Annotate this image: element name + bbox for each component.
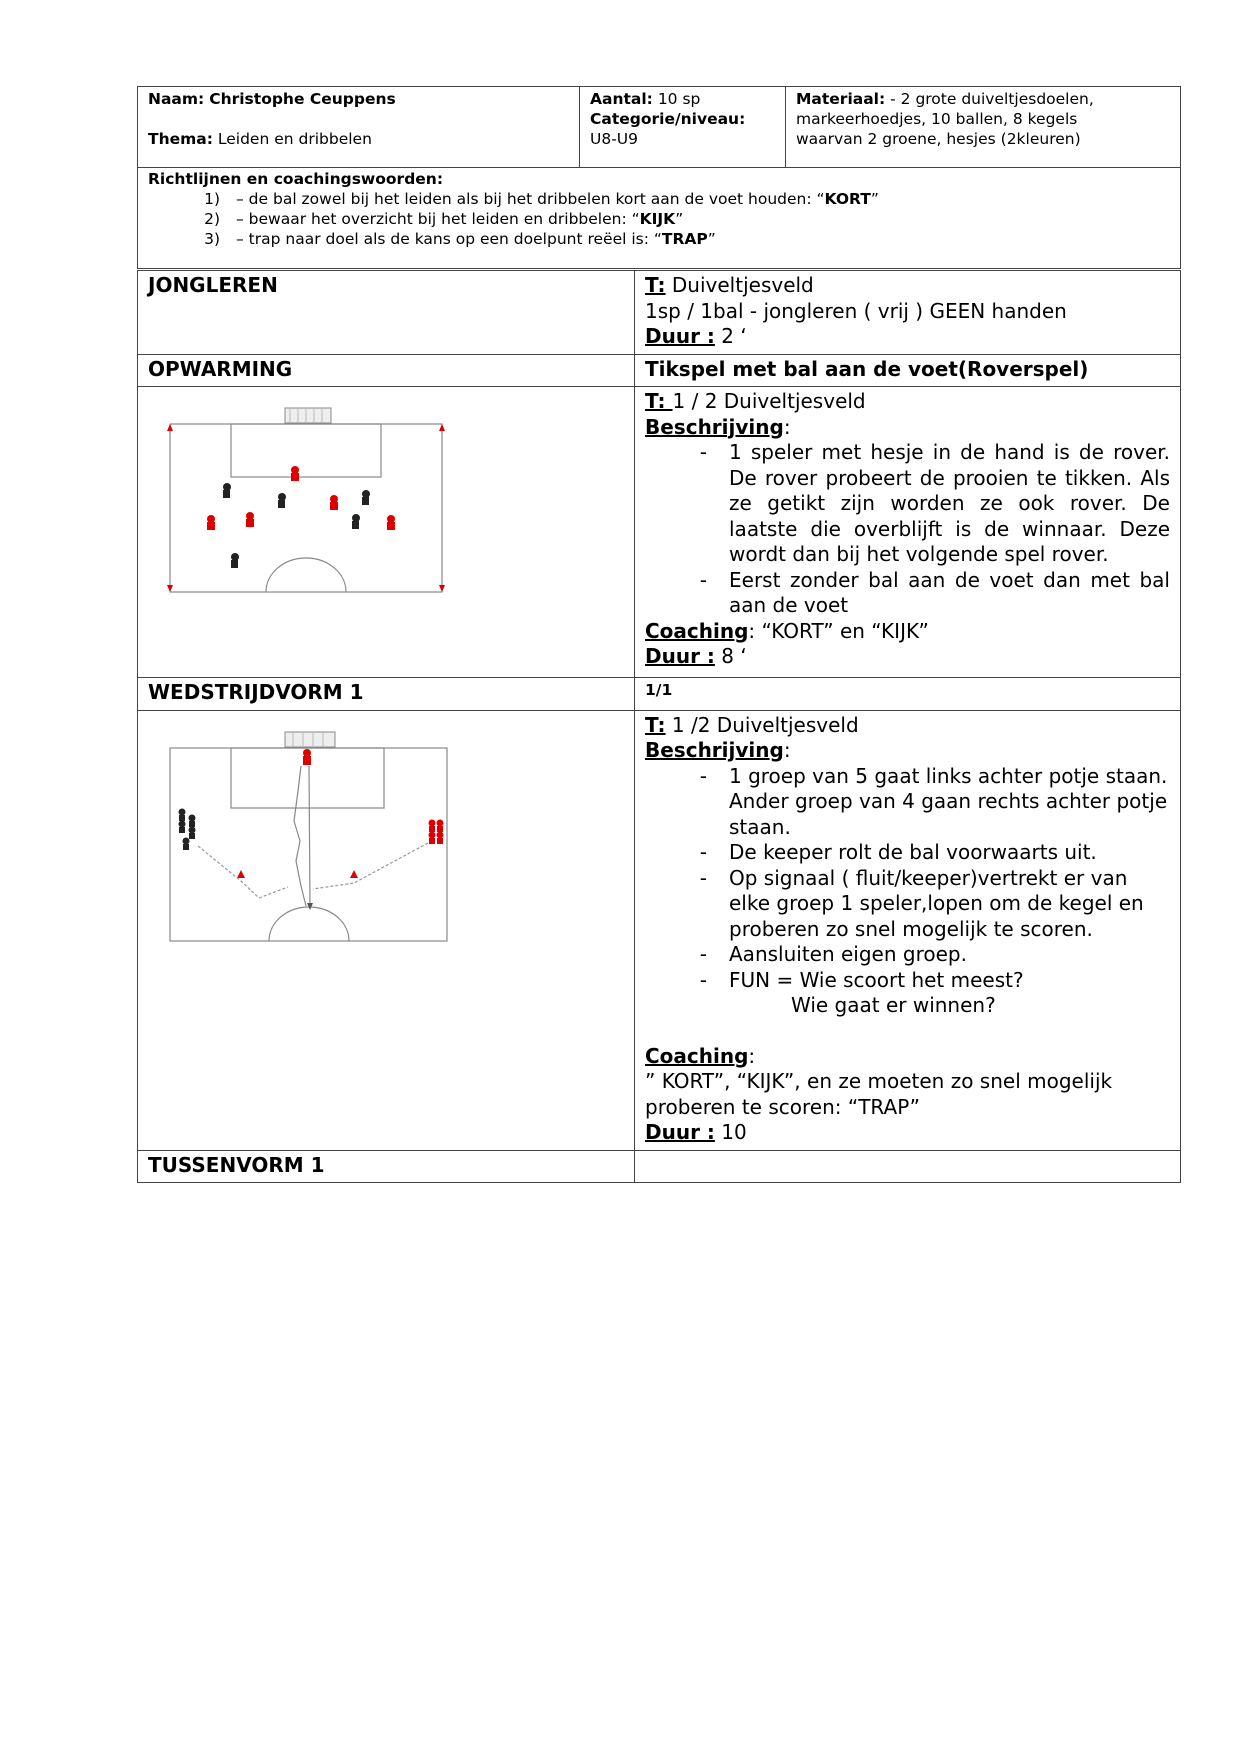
opwarming-subtitle-cell	[635, 354, 1181, 387]
wedstrijdvorm-bullet-text: 1 groep van 5 gaat links achter potje staan. Ander groep van 4 gaan rechts achter potje staan.	[729, 763, 1168, 839]
opwarming-bullet-text: Eerst zonder bal aan de voet dan met bal aan de voet	[729, 567, 1170, 617]
richtlijn-keyword: KIJK	[639, 210, 676, 228]
wedstrijdvorm-duur-value: 10	[714, 1120, 747, 1144]
jongleren-content-cell	[635, 271, 1181, 355]
thema-value: Leiden en dribbelen	[217, 130, 372, 148]
wedstrijdvorm-duur-label: Duur :	[645, 1120, 715, 1144]
materiaal-cell	[786, 87, 1181, 168]
wedstrijdvorm-bullet	[645, 764, 1170, 841]
opwarming-bullet	[645, 440, 1170, 568]
richtlijnen-cell	[138, 168, 1181, 269]
jongleren-t-value: Duiveltjesveld	[665, 273, 814, 297]
tussenvorm-title-cell	[138, 1150, 635, 1183]
wedstrijdvorm-bullet	[645, 866, 1170, 943]
wedstrijdvorm-bullet	[645, 968, 1170, 994]
jongleren-duur-value: 2 ‘	[714, 324, 747, 348]
tussenvorm-content-cell	[635, 1150, 1181, 1183]
wedstrijdvorm-diagram-cell	[138, 710, 635, 1150]
wedstrijdvorm-t-value: 1 /2 Duiveltjesveld	[665, 712, 859, 737]
opwarming-bullet	[645, 568, 1170, 619]
opwarming-content-cell: T: 1 / 2 Duiveltjesveld Beschrijving: - 1 speler met hesje in de hand is de rover. De rover probeert de prooien te tikken. Als ze getikt zijn worden ze ook rover. De laatste die overblijft is de winnaar. Deze wordt dan bij het volgende spel rover. - Eerst zonder bal aan de voet dan met bal aan de voet Coaching: “KORT” en “KIJK” Duur : 8 ‘	[635, 387, 1181, 678]
jongleren-title: JONGLEREN	[148, 273, 278, 297]
wedstrijdvorm-content-cell: T: 1 /2 Duiveltjesveld Beschrijving: - 1 groep van 5 gaat links achter potje staan. Ander groep van 4 gaan rechts achter potje staan. - De keeper rolt de bal voorwaarts uit. - Op signaal ( fluit/keeper)vertrekt er van elke groep 1 speler,lopen om de kegel en proberen zo snel mogelijk te scoren. - Aansluiten eigen groep. - FUN = Wie scoort het meest? Wie gaat er winnen? Coaching: ” KORT”, “KIJK”, en ze moeten zo snel mogelijk proberen te scoren: “TRAP” Duur : 10	[635, 710, 1181, 1150]
jongleren-description: 1sp / 1bal - jongleren ( vrij ) GEEN handen	[645, 298, 1067, 323]
richtlijnen-title: Richtlijnen en coachingswoorden:	[148, 170, 444, 188]
naam-thema-cell	[138, 87, 580, 168]
materiaal-line-3: waarvan 2 groene, hesjes (2kleuren)	[796, 130, 1081, 148]
naam-label: Naam:	[148, 90, 205, 108]
opwarming-subtitle: Tikspel met bal aan de voet(Roverspel)	[645, 356, 1089, 381]
naam-value: Christophe Ceuppens	[209, 90, 396, 108]
materiaal-label: Materiaal:	[796, 90, 886, 108]
aantal-label: Aantal:	[590, 90, 653, 108]
opwarming-t-value: 1 / 2 Duiveltjesveld	[672, 389, 866, 413]
materiaal-line-2: markeerhoedjes, 10 ballen, 8 kegels	[796, 110, 1078, 128]
wedstrijdvorm-t-label: T:	[645, 712, 666, 737]
jongleren-duur-label: Duur :	[645, 324, 715, 348]
richtlijn-text: – trap naar doel als de kans op een doelpunt reëel is: “	[236, 230, 662, 248]
richtlijn-keyword: TRAP	[661, 230, 708, 248]
wedstrijdvorm-ratio-cell	[635, 678, 1181, 711]
categorie-value: U8-U9	[590, 130, 639, 148]
opwarming-bullet-text: 1 speler met hesje in de hand is de rover. De rover probeert de prooien te tikken. Als ze getikt zijn worden ze ook rover. De laatste die overblijft is de winnaar. Deze wordt dan bij het volgende spel rover.	[729, 440, 1170, 566]
opwarming-field-diagram	[138, 387, 614, 677]
wedstrijdvorm-bullet-text: Op signaal ( fluit/keeper)vertrekt er van elke groep 1 speler,lopen om de kegel en proberen zo snel mogelijk te scoren.	[729, 865, 1144, 941]
richtlijn-end: ”	[707, 230, 716, 248]
wedstrijdvorm-bullet-text: FUN = Wie scoort het meest?	[729, 967, 1024, 992]
wedstrijdvorm-bullet-text: Aansluiten eigen groep.	[729, 942, 967, 966]
aantal-value: 10 sp	[657, 90, 701, 108]
opwarming-diagram-cell	[138, 387, 635, 678]
richtlijn-number: 1)	[204, 190, 220, 208]
wedstrijdvorm-field-diagram	[138, 711, 614, 951]
jongleren-title-cell	[138, 271, 635, 355]
opwarming-beschrijving-label: Beschrijving	[645, 414, 784, 439]
tussenvorm-title: TUSSENVORM 1	[148, 1152, 325, 1177]
opwarming-title-cell	[138, 354, 635, 387]
materiaal-line-1: - 2 grote duiveltjesdoelen,	[885, 90, 1094, 108]
wedstrijdvorm-coaching-label: Coaching	[645, 1043, 749, 1068]
richtlijn-keyword: KORT	[824, 190, 871, 208]
jongleren-t-label: T:	[645, 273, 666, 297]
aantal-cell	[580, 87, 786, 168]
richtlijn-number: 2)	[204, 210, 220, 228]
opwarming-coaching-label: Coaching	[645, 618, 749, 643]
wedstrijdvorm-bullet	[645, 840, 1170, 866]
thema-label: Thema:	[148, 130, 213, 148]
richtlijn-end: ”	[870, 190, 879, 208]
opwarming-title: OPWARMING	[148, 356, 293, 381]
categorie-label: Categorie/niveau:	[590, 110, 746, 128]
training-table	[137, 270, 1181, 1183]
wedstrijdvorm-coaching-text: ” KORT”, “KIJK”, en ze moeten zo snel mogelijk proberen te scoren: “TRAP”	[645, 1069, 1113, 1119]
wedstrijdvorm-title-cell	[138, 678, 635, 711]
richtlijn-end: ”	[675, 210, 684, 228]
richtlijn-text: – de bal zowel bij het leiden als bij het dribbelen kort aan de voet houden: “	[236, 190, 825, 208]
wedstrijdvorm-coaching-colon: :	[748, 1043, 756, 1068]
opwarming-coaching-value: : “KORT” en “KIJK”	[748, 618, 929, 643]
wedstrijdvorm-bullet	[645, 942, 1170, 968]
opwarming-t-label: T:	[645, 389, 673, 413]
richtlijn-text: – bewaar het overzicht bij het leiden en dribbelen: “	[236, 210, 640, 228]
wedstrijdvorm-title: WEDSTRIJDVORM 1	[148, 680, 364, 704]
richtlijn-number: 3)	[204, 230, 220, 248]
wedstrijdvorm-bullet-text: De keeper rolt de bal voorwaarts uit.	[729, 840, 1097, 864]
wedstrijdvorm-beschrijving-label: Beschrijving	[645, 738, 784, 762]
wedstrijdvorm-ratio: 1/1	[645, 681, 673, 699]
richtlijn-item	[148, 189, 1170, 209]
opwarming-duur-value: 8 ‘	[714, 644, 747, 668]
wedstrijdvorm-fun-second-line: Wie gaat er winnen?	[791, 993, 996, 1017]
richtlijn-item	[148, 229, 1170, 249]
richtlijn-item	[148, 209, 1170, 229]
opwarming-duur-label: Duur :	[645, 644, 715, 668]
header-table	[137, 86, 1181, 269]
